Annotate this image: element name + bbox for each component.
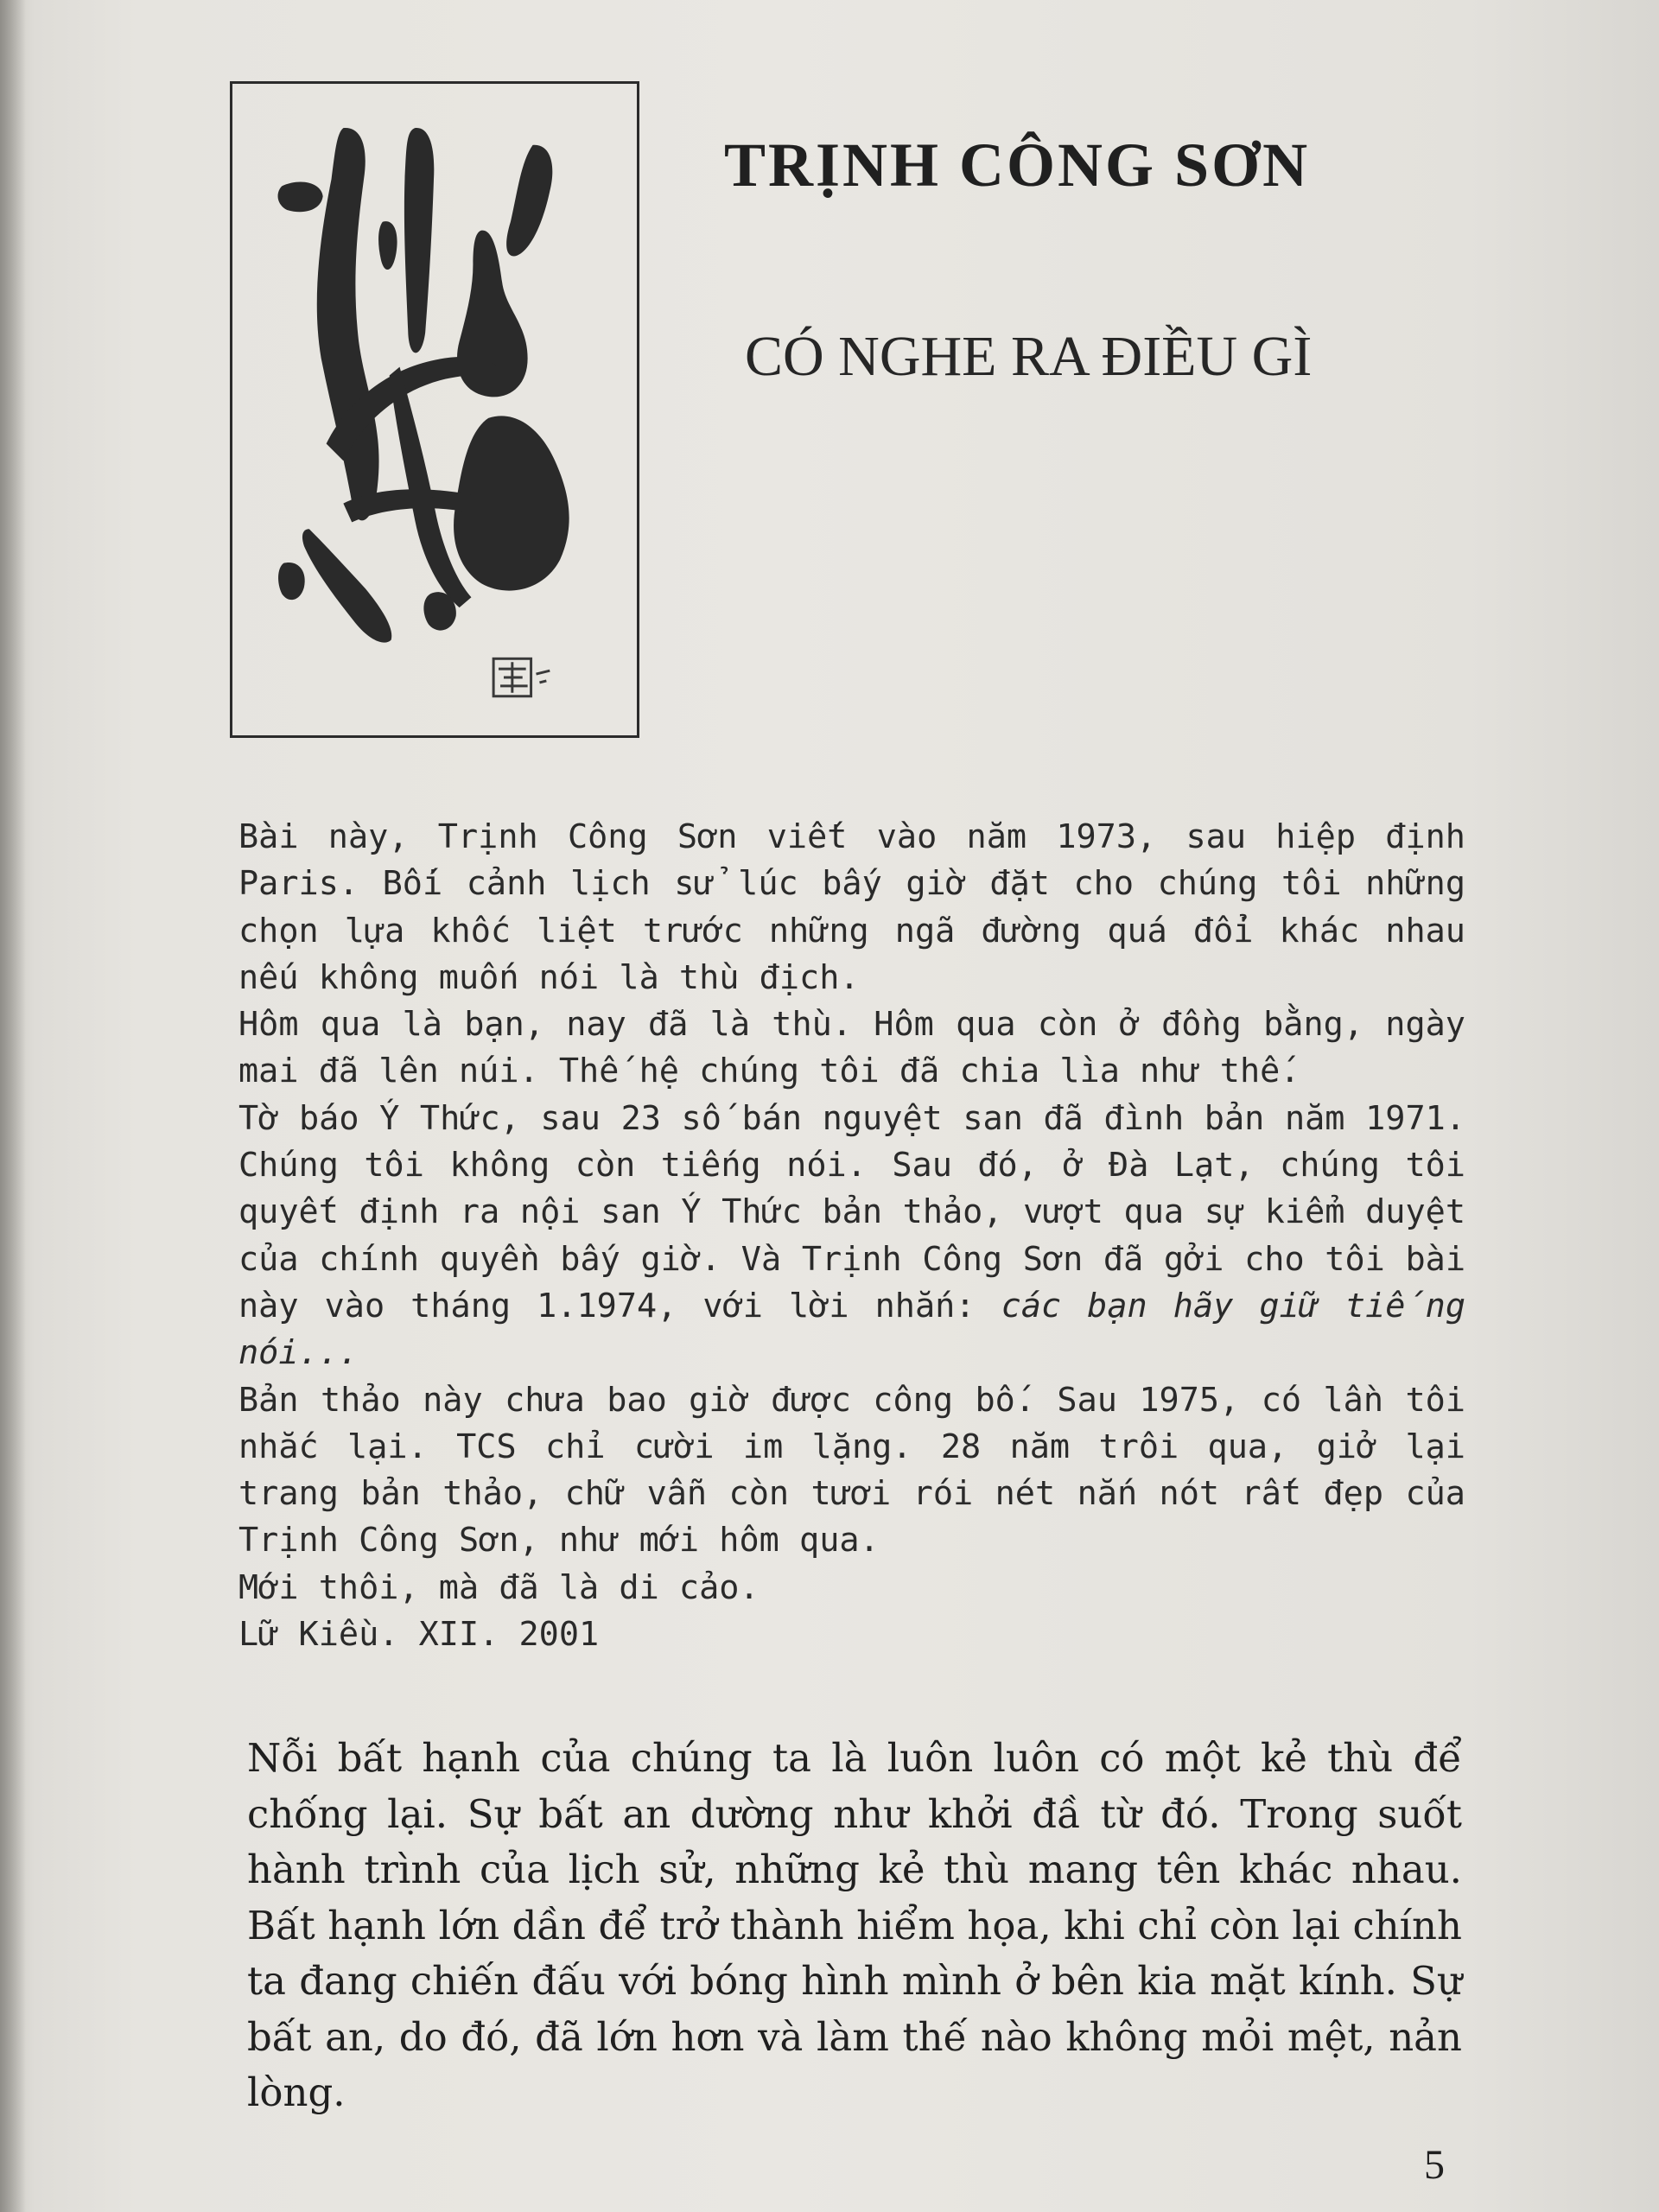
italic-quote: các bạn hãy giữ tiếng nói... xyxy=(238,1286,1465,1373)
main-paragraph: Nỗi bất hạnh của chúng ta là luôn luôn có một kẻ thù để chống lại. Sự bất an dường như khởi đầ từ đó. Trong suốt hành trình của lịch sử, những kẻ thù mang tên khác nhau. Bất hạnh lớn dần để trở thành hiểm họa, khi chỉ còn lại chính ta đang chiến đấu với bóng hình mình ở bên kia mặt kính. Sự bất an, do đó, đã lớn hơn và làm thế nào không mỏi mệt, nản lòng. xyxy=(247,1735,1462,2115)
author-name: TRỊNH CÔNG SƠN xyxy=(724,130,1311,200)
page-number: 5 xyxy=(1424,2142,1445,2188)
intro-signature: Lữ Kiều. XII. 2001 xyxy=(238,1615,600,1655)
intro-paragraph: Bản thảo này chưa bao giờ được công bố. Sau 1975, có lần tôi nhắc lại. TCS chỉ cười im lặng. 28 năm trôi qua, giở lại trang bản thảo, chữ vẫn còn tươi rói nét nắn nót rất đẹp của Trịnh Công Sơn, như mới hôm qua. xyxy=(238,1380,1465,1560)
intro-paragraph: Bài này, Trịnh Công Sơn viết vào năm 1973, sau hiệp định Paris. Bối cảnh lịch sử lúc bấy giờ đặt cho chúng tôi những chọn lựa khốc liệt trước những ngã đường quá đổi khác nhau nếu không muốn nói là thù địch. xyxy=(238,817,1465,997)
page-spine-shadow xyxy=(0,0,26,2212)
intro-paragraph: Mới thôi, mà đã là di cảo. xyxy=(238,1567,760,1607)
main-text xyxy=(247,1731,1462,2121)
intro-paragraph xyxy=(238,1096,1465,1377)
intro-paragraph: Hôm qua là bạn, nay đã là thù. Hôm qua còn ở đồng bằng, ngày mai đã lên núi. Thế hệ chúng tôi đã chia lìa như thế. xyxy=(238,1005,1465,1091)
intro-paragraph-text: Tờ báo Ý Thức, sau 23 số bán nguyệt san đã đình bản năm 1971. Chúng tôi không còn tiếng nói. Sau đó, ở Đà Lạt, chúng tôi quyết định ra nội san Ý Thức bản thảo, vượt qua sự kiểm duyệt của chính quyền bấy giờ. Và Trịnh Công Sơn đã gởi cho tôi bài này vào tháng 1.1974, với lời nhắn: xyxy=(238,1098,1465,1325)
intro-note xyxy=(238,814,1465,1658)
article-title: CÓ NGHE RA ĐIỀU GÌ xyxy=(745,325,1313,388)
calligraphy-artwork-icon xyxy=(230,81,639,738)
